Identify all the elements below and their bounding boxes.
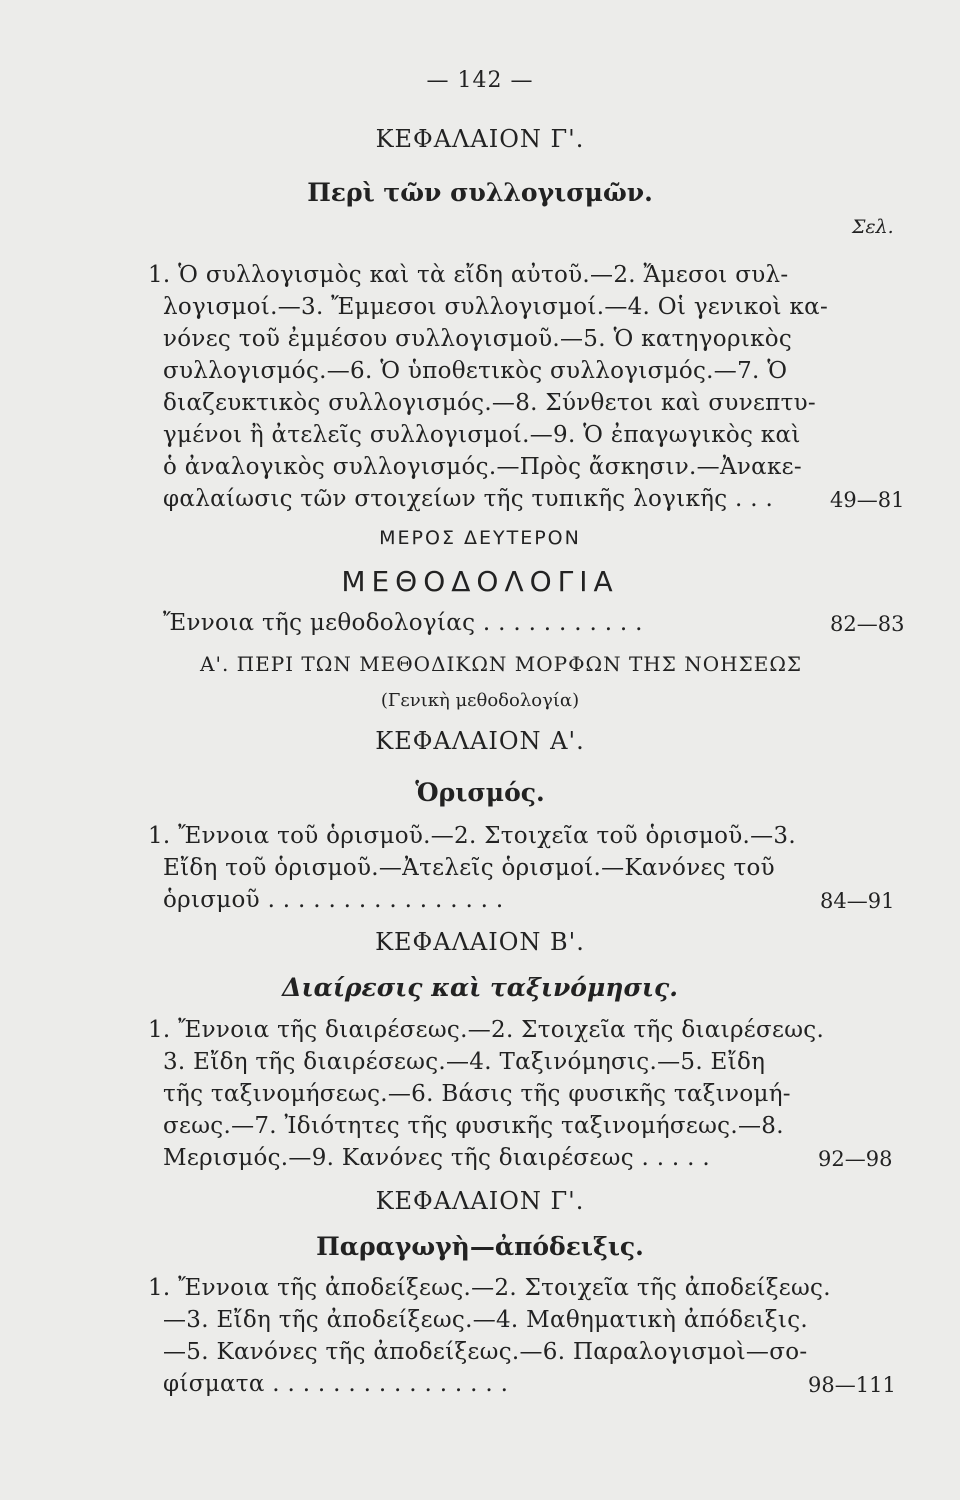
part-label: ΜΕΡΟΣ ΔΕΥΤΕΡΟΝ	[379, 527, 581, 549]
toc-page-range: 92—98	[818, 1147, 893, 1171]
toc-line: τῆς ταξινομήσεως.—6. Βάσις τῆς φυσικῆς ταξινομή-	[163, 1081, 791, 1107]
toc-line: νόνες τοῦ ἐμμέσου συλλογισμοῦ.—5. Ὁ κατηγορικὸς	[163, 326, 793, 352]
toc-line: Ἔννοια τῆς μεθοδολογίας . . . . . . . . . . .	[163, 610, 643, 636]
toc-line: συλλογισμός.—6. Ὁ ὑποθετικὸς συλλογισμός.—7. Ὁ	[163, 358, 788, 384]
section-a-title: Α'. ΠΕΡΙ ΤΩΝ ΜΕΘΟΔΙΚΩΝ ΜΟΡΦΩΝ ΤΗΣ ΝΟΗΣΕΩΣ	[200, 652, 803, 676]
toc-line: διαζευκτικὸς συλλογισμός.—8. Σύνθετοι καὶ συνεπτυ-	[163, 390, 816, 416]
toc-line: σεως.—7. Ἰδιότητες τῆς φυσικῆς ταξινομήσεως.—8.	[163, 1113, 784, 1139]
page-number: — 142 —	[426, 68, 534, 93]
chapter-b-subtitle: Διαίρεσις καὶ ταξινόμησις.	[282, 973, 678, 1002]
toc-line: 1. Ἔννοια τοῦ ὁρισμοῦ.—2. Στοιχεῖα τοῦ ὁρισμοῦ.—3.	[148, 823, 796, 849]
toc-line: 1. Ὁ συλλογισμὸς καὶ τὰ εἴδη αὐτοῦ.—2. Ἄμεσοι συλ-	[148, 262, 789, 288]
toc-line: Μερισμός.—9. Κανόνες τῆς διαιρέσεως . . . . .	[163, 1145, 710, 1171]
chapter-b-title: ΚΕΦΑΛΑΙΟΝ Β'.	[375, 928, 585, 956]
toc-line: λογισμοί.—3. Ἔμμεσοι συλλογισμοί.—4. Οἱ γενικοὶ κα-	[163, 294, 829, 320]
toc-line: ὁ ἀναλογικὸς συλλογισμός.—Πρὸς ἄσκησιν.—Ἀνακε-	[163, 454, 802, 480]
toc-page-range: 84—91	[820, 889, 895, 913]
toc-line: 1. Ἔννοια τῆς ἀποδείξεως.—2. Στοιχεῖα τῆς ἀποδείξεως.	[148, 1275, 831, 1301]
toc-page-range: 49—81	[830, 488, 905, 512]
chapter-g2-title: ΚΕΦΑΛΑΙΟΝ Γ'.	[375, 1187, 585, 1215]
toc-line: 3. Εἴδη τῆς διαιρέσεως.—4. Ταξινόμησις.—5. Εἴδη	[163, 1049, 766, 1075]
toc-line: —5. Κανόνες τῆς ἀποδείξεως.—6. Παραλογισμοὶ—σο-	[163, 1339, 808, 1365]
chapter-g1-title: ΚΕΦΑΛΑΙΟΝ Γ'.	[375, 125, 585, 153]
toc-page-range: 82—83	[830, 612, 905, 636]
toc-line: φαλαίωσις τῶν στοιχείων τῆς τυπικῆς λογικῆς . . .	[163, 486, 774, 512]
toc-line: 1. Ἔννοια τῆς διαιρέσεως.—2. Στοιχεῖα τῆς διαιρέσεως.	[148, 1017, 825, 1043]
chapter-g2-subtitle: Παραγωγὴ—ἀπόδειξις.	[316, 1232, 644, 1261]
toc-page-range: 98—111	[808, 1373, 896, 1397]
section-a-subtitle: (Γενικὴ μεθοδολογία)	[380, 690, 580, 711]
toc-line: ὁρισμοῦ . . . . . . . . . . . . . . . .	[163, 887, 504, 913]
chapter-a-title: ΚΕΦΑΛΑΙΟΝ Α'.	[375, 727, 585, 755]
chapter-a-subtitle: Ὁρισμός.	[415, 778, 545, 807]
toc-line: Εἴδη τοῦ ὁρισμοῦ.—Ἀτελεῖς ὁρισμοί.—Κανόνες τοῦ	[163, 855, 775, 881]
chapter-g1-subtitle: Περὶ τῶν συλλογισμῶν.	[307, 178, 653, 207]
toc-line: φίσματα . . . . . . . . . . . . . . . .	[163, 1371, 509, 1397]
toc-line: —3. Εἴδη τῆς ἀποδείξεως.—4. Μαθηματικὴ ἀπόδειξις.	[163, 1307, 809, 1333]
page-column-label: Σελ.	[852, 216, 894, 238]
part-title: ΜΕΘΟΔΟΛΟΓΙΑ	[341, 565, 619, 598]
toc-line: γμένοι ἢ ἀτελεῖς συλλογισμοί.—9. Ὁ ἐπαγωγικὸς καὶ	[163, 422, 801, 448]
